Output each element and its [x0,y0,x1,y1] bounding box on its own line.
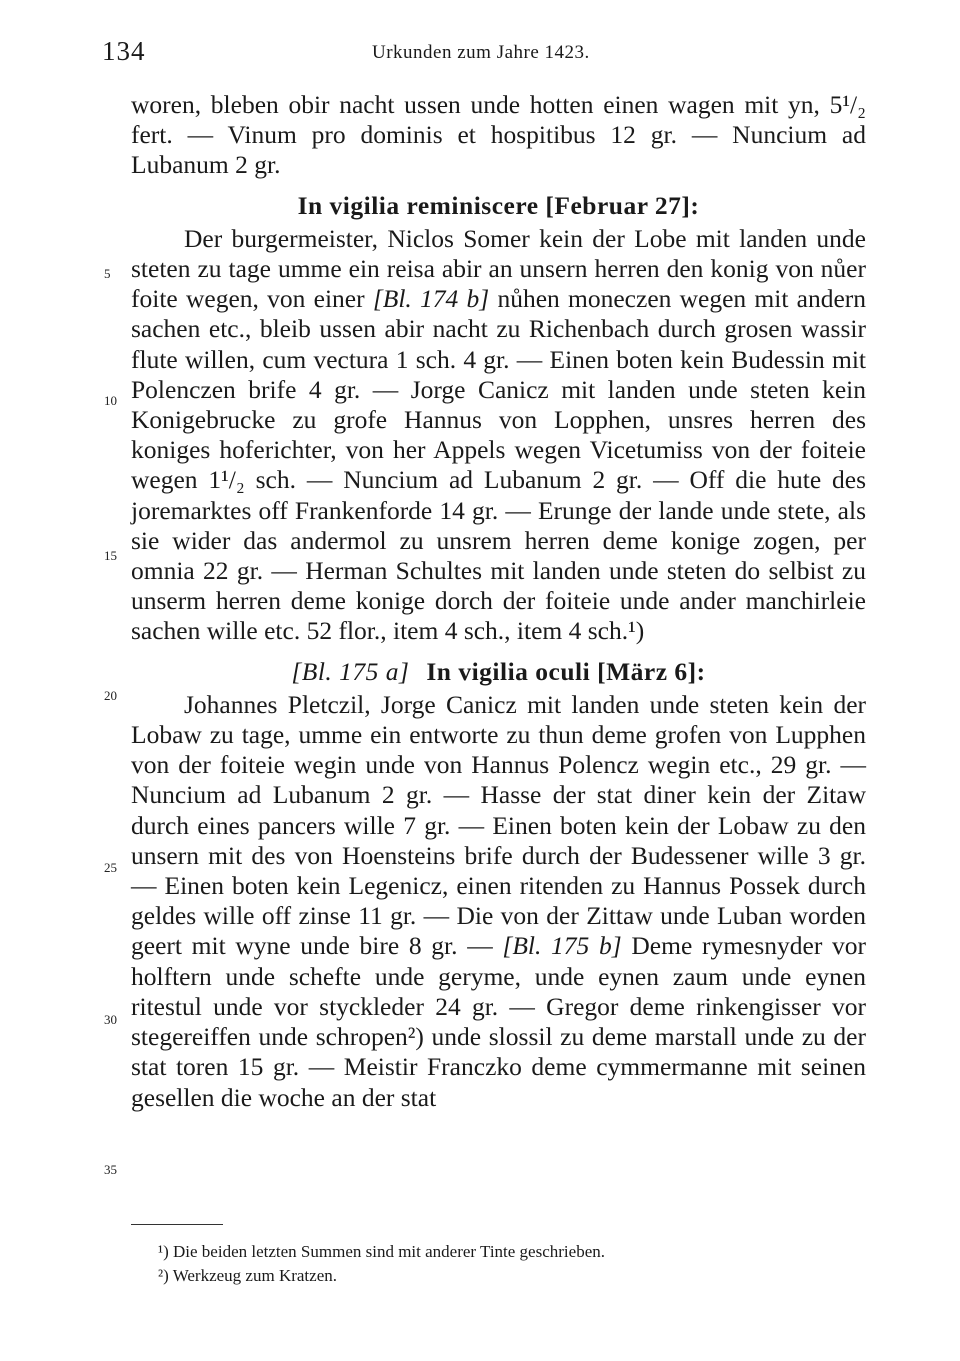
section-heading [131,657,866,687]
section-heading-text: In vigilia oculi [März 6]: [426,656,706,686]
paragraph-text: Deme rymesnyder vor holftern unde schefte unde geryme, unde eynen zaum unde eynen ritestul unde vor styckleder 24 gr. — Gregor deme rinkengisser vor stegereiffen unde schropen²) unde slossil zu deme marstall unde zu der stat toren 15 gr. — Meistir Franczko deme cymmermanne mit seinen gesellen die woche an der stat [131,931,867,1112]
line-number: 5 [104,266,111,281]
folio-reference: [Bl. 174 b] [372,284,490,314]
paragraph-continued: woren, bleben obir nacht ussen unde hotten einen wagen mit yn, 5¹/₂ fert. — Vinum pro dominis et hospitibus 12 gr. — Nuncium ad Lubanum 2 gr. [131,90,866,180]
footnote: ²) Werkzeug zum Kratzen. [158,1266,337,1285]
folio-reference: [Bl. 175 b] [502,931,622,961]
page-header [0,36,960,76]
footnote-divider [131,1224,223,1225]
section-heading: In vigilia reminiscere [Februar 27]: [297,190,700,220]
page-number: 134 [102,36,146,66]
main-text [131,90,866,1113]
footnote: ¹) Die beiden letzten Summen sind mit anderer Tinte geschrieben. [158,1242,605,1261]
paragraph-text: Johannes Pletczil, Jorge Canicz mit landen unde steten kein der Lobaw zu tage, umme ein entworte zu thun deme grofen von Lupphen von der foiteie wegin unde von Hannus Polencz wegin etc., 29 gr. — Nuncium ad Lubanum 2 gr. — Hasse der stat diner kein der Zitaw durch eines pancers wille 7 gr. — Einen boten kein der Lobaw zu den unsern mit des von Hoensteins brife durch der Budessener wille 3 gr. — Einen boten kein Legenicz, einen ritenden zu Hannus Possek durch geldes wille off zinse 11 gr. — Die von der Zittaw unde Luban worden geert mit wyne unde bire 8 gr. — [131,689,866,961]
folio-reference: [Bl. 175 a] [291,656,410,686]
footnotes [158,1240,858,1288]
line-number: 25 [104,860,117,875]
paragraph [131,690,866,1113]
line-number: 10 [104,393,117,408]
paragraph-text: Der burgermeister, Niclos Somer kein der Lobe mit landen unde steten zu tage umme ein reisa abir an unsern herren den konig von nůer foite wegen, von einer [131,223,866,314]
paragraph-text: nůhen moneczen wegen mit andern sachen etc., bleib ussen abir nacht zu Richenbach durch grosen wassir flute willen, cum vectura 1 sch. 4 gr. — Einen boten kein Budessin mit Polenczen brife 4 gr. — Jorge Canicz mit landen unde steten kein Konigebrucke zu grofe Hannus von Lopphen, unsres herren des koniges hoferichter, von her Appels wegen Vicetumiss von der foiteie wegen 1¹/₂ sch. — Nuncium ad Lubanum 2 gr. — Off die hute des joremarktes off Frankenforde 14 gr. — Erunge der lande unde stete, als sie wider das andermol zu unsrem herren deme konige zogen, per omnia 22 gr. — Herman Schultes mit landen unde steten do selbist zu unserm herren deme konige dorch der foiteie unde ander manchirleie sachen wille etc. 52 flor., item 4 sch., item 4 sch.¹) [131,284,867,646]
line-number: 30 [104,1012,117,1027]
running-title: Urkunden zum Jahre 1423. [372,42,590,63]
paragraph [131,224,866,647]
line-number: 15 [104,548,117,563]
line-number: 20 [104,688,117,703]
line-number: 35 [104,1162,117,1177]
